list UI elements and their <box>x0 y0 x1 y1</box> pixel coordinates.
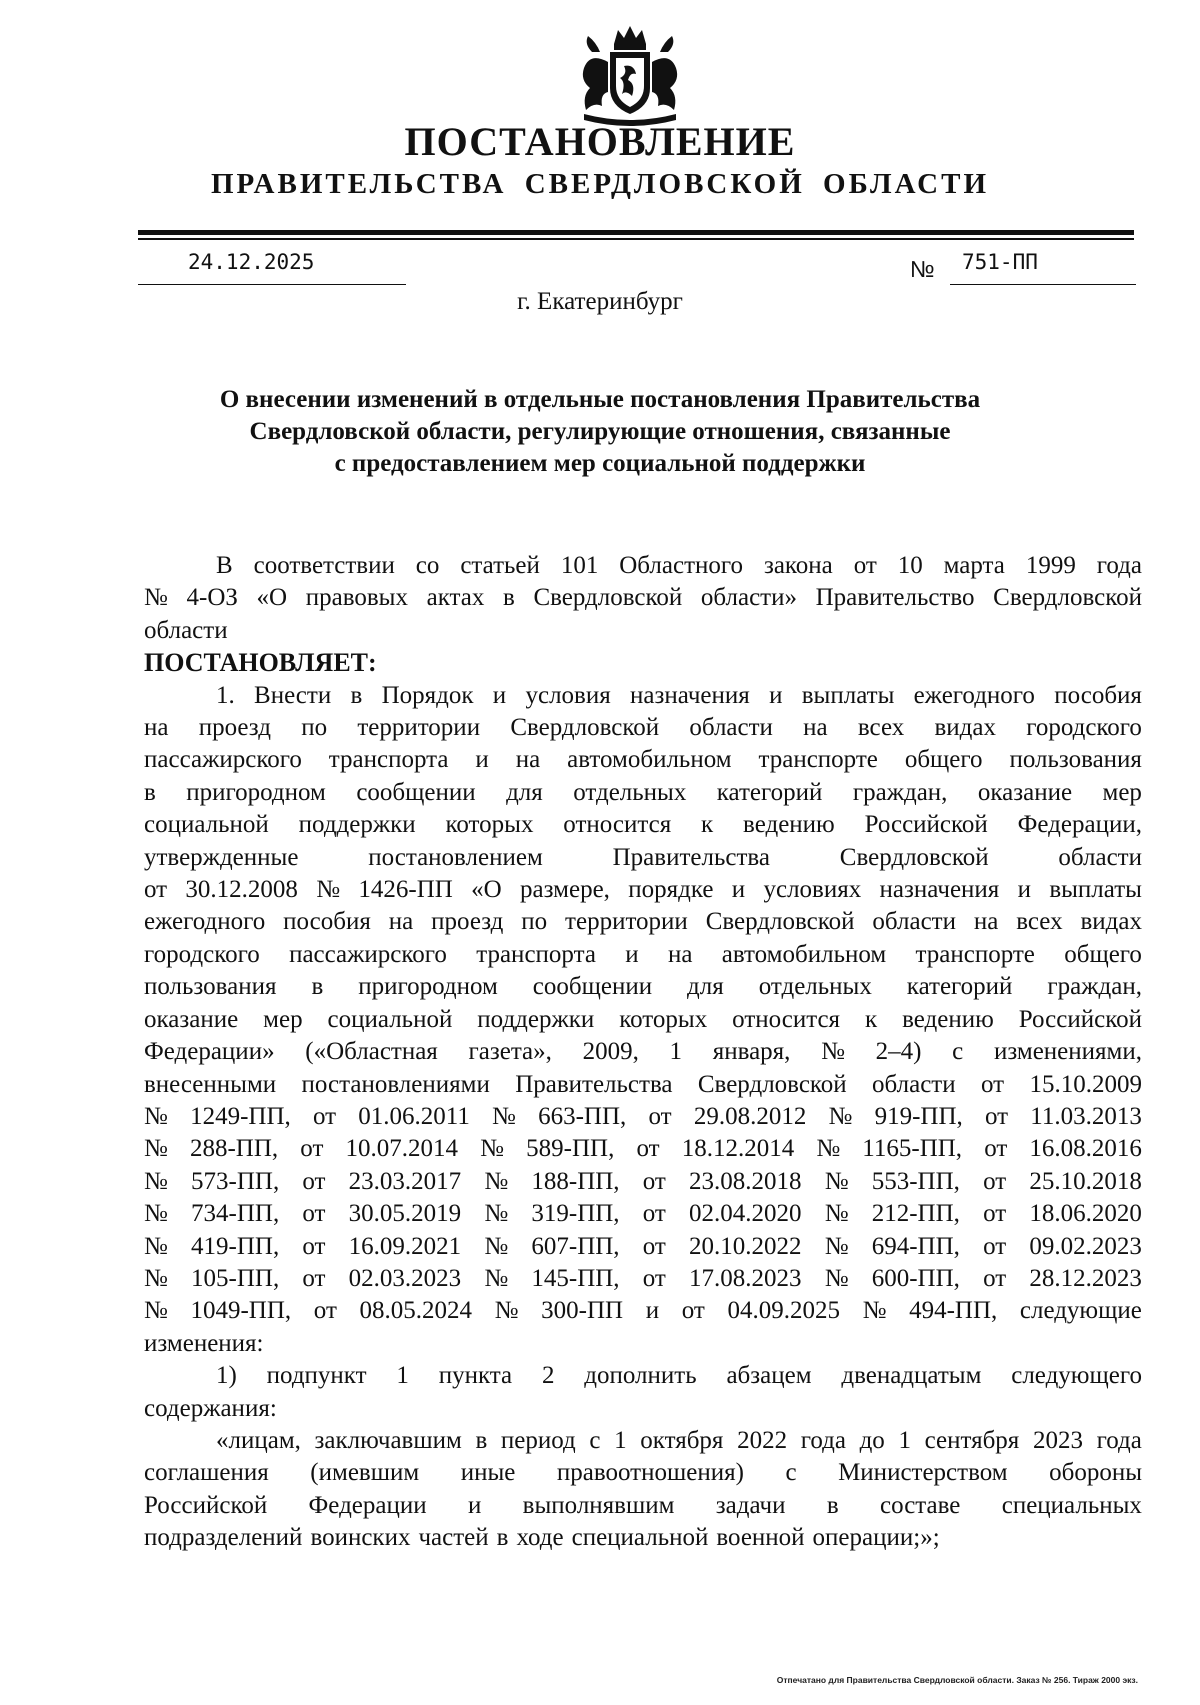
body-line: № 573-ПП, от 23.03.2017 № 188-ПП, от 23.08.2018 № 553-ПП, от 25.10.2018 <box>144 1167 1142 1195</box>
document-subtitle: ПРАВИТЕЛЬСТВА СВЕРДЛОВСКОЙ ОБЛАСТИ <box>210 168 990 200</box>
body-line: Федерации» («Областная газета», 2009, 1 января, № 2–4) с изменениями, <box>144 1038 1142 1066</box>
body-line: ежегодного пособия на проезд по территории Свердловской области на всех видах <box>144 908 1142 936</box>
coat-of-arms-icon <box>570 22 690 130</box>
heading-line: О внесении изменений в отдельные постановления Правительства <box>219 386 981 413</box>
body-line: № 288-ПП, от 10.07.2014 № 589-ПП, от 18.12.2014 № 1165-ПП, от 16.08.2016 <box>144 1135 1142 1163</box>
date-field <box>138 248 406 285</box>
header-divider-thick <box>138 230 1134 235</box>
document-date: 24.12.2025 <box>188 250 315 274</box>
body-line: изменения: <box>144 1329 264 1357</box>
body-line: внесенными постановлениями Правительства Свердловской области от 15.10.2009 <box>144 1070 1142 1098</box>
body-line: содержания: <box>144 1394 277 1422</box>
document-city: г. Екатеринбург <box>517 288 683 315</box>
body-line: пассажирского транспорта и на автомобильном транспорте общего пользования <box>144 746 1142 774</box>
print-footer: Отпечатано для Правительства Свердловской области. Заказ № 256. Тираж 2000 экз. <box>776 1675 1138 1685</box>
body-line: Российской Федерации и выполнявшим задачи в составе специальных <box>144 1491 1142 1519</box>
document-title: ПОСТАНОВЛЕНИЕ <box>404 119 796 164</box>
number-field <box>950 248 1136 285</box>
body-line: № 4-ОЗ «О правовых актах в Свердловской области» Правительство Свердловской <box>144 584 1142 612</box>
body-line: оказание мер социальной поддержки которых относится к ведению Российской <box>144 1005 1142 1033</box>
body-line: № 1049-ПП, от 08.05.2024 № 300-ПП и от 04.09.2025 № 494-ПП, следующие <box>144 1297 1142 1325</box>
body-line: городского пассажирского транспорта и на автомобильном транспорте общего <box>144 940 1142 968</box>
body-line: 1) подпункт 1 пункта 2 дополнить абзацем двенадцатым следующего <box>216 1362 1142 1390</box>
body-line: № 419-ПП, от 16.09.2021 № 607-ПП, от 20.10.2022 № 694-ПП, от 09.02.2023 <box>144 1232 1142 1260</box>
body-line: утвержденные постановлением Правительства Свердловской области <box>144 843 1142 871</box>
body-line: социальной поддержки которых относится к ведению Российской Федерации, <box>144 811 1142 839</box>
decree-word: ПОСТАНОВЛЯЕТ: <box>144 648 377 678</box>
heading-line: Свердловской области, регулирующие отношения, связанные <box>249 418 951 445</box>
body-line: области <box>144 616 228 644</box>
document-body <box>144 550 1142 1555</box>
body-line: пользования в пригородном сообщении для отдельных категорий граждан, <box>144 973 1142 1001</box>
body-line: соглашения (имевшим иные правоотношения) с Министерством обороны <box>144 1459 1142 1487</box>
document-number: 751-ПП <box>962 250 1038 274</box>
body-line: подразделений воинских частей в ходе специальной военной операции;»; <box>144 1524 940 1552</box>
body-line: № 1249-ПП, от 01.06.2011 № 663-ПП, от 29.08.2012 № 919-ПП, от 11.03.2013 <box>144 1102 1142 1130</box>
body-line: на проезд по территории Свердловской области на всех видах городского <box>144 714 1142 742</box>
body-line: В соответствии со статьей 101 Областного закона от 10 марта 1999 года <box>216 552 1142 579</box>
body-line: 1. Внести в Порядок и условия назначения и выплаты ежегодного пособия <box>216 681 1142 709</box>
body-line: от 30.12.2008 № 1426-ПП «О размере, порядке и условиях назначения и выплаты <box>144 876 1142 904</box>
document-heading <box>0 384 1200 480</box>
number-sign: № <box>910 256 935 282</box>
header-divider-thin <box>138 238 1134 240</box>
body-line: в пригородном сообщении для отдельных категорий граждан, оказание мер <box>144 778 1142 806</box>
body-line: № 734-ПП, от 30.05.2019 № 319-ПП, от 02.04.2020 № 212-ПП, от 18.06.2020 <box>144 1200 1142 1228</box>
body-line: «лицам, заключавшим в период с 1 октября 2022 года до 1 сентября 2023 года <box>216 1426 1142 1454</box>
heading-line: с предоставлением мер социальной поддержки <box>334 450 866 477</box>
body-line: № 105-ПП, от 02.03.2023 № 145-ПП, от 17.08.2023 № 600-ПП, от 28.12.2023 <box>144 1264 1142 1292</box>
